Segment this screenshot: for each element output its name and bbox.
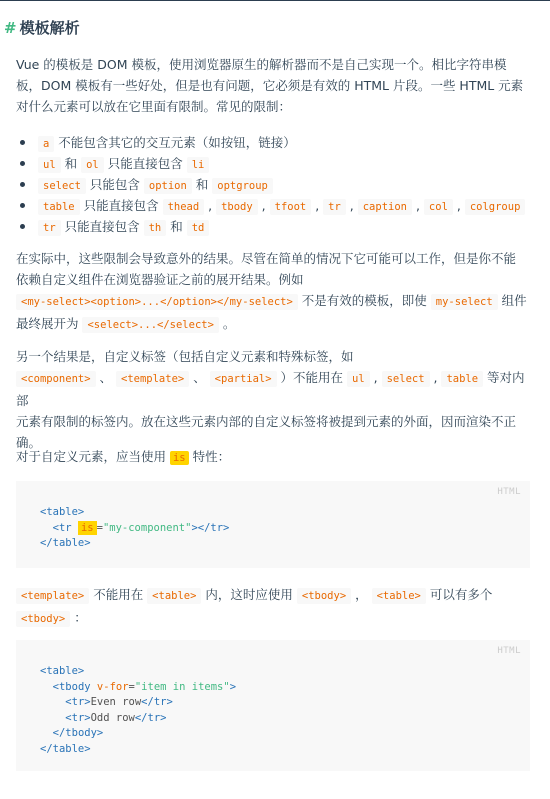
inline-code: tfoot: [270, 199, 312, 215]
code-content[interactable]: <table> <tr is ="my-component"></tr> </table>: [40, 506, 230, 549]
inline-code: col: [424, 199, 453, 215]
inline-code: table: [441, 371, 483, 387]
text-line: <component> 、 <template> 、 <partial> ）不能用在 ul , select , table 等对内部: [16, 370, 525, 408]
inline-code-highlighted: is: [170, 451, 189, 465]
code-block: [16, 481, 530, 568]
inline-code: <partial>: [210, 371, 277, 387]
inline-code: td: [187, 220, 210, 236]
inline-code: <table>: [372, 588, 426, 604]
inline-code: colgroup: [465, 199, 526, 215]
text-line: 另一个结果是，自定义标签（包括自定义元素和特殊标签，如: [16, 349, 354, 364]
heading-anchor[interactable]: #: [4, 19, 17, 37]
text-line: <my-select><option>...</option></my-select> 不是有效的模板，即使 my-select 组件: [16, 290, 527, 313]
inline-code: li: [187, 157, 210, 173]
paragraph-restrictions-result: [16, 248, 527, 336]
inline-code: tbody: [216, 199, 258, 215]
item-text: 只能直接包含: [103, 156, 187, 171]
text-line: 依赖自定义组件在浏览器验证之前的展开结果。例如: [16, 272, 304, 287]
inline-code: <tbody>: [297, 588, 351, 604]
restriction-item: [16, 153, 525, 174]
paragraph-is-attribute: [16, 446, 230, 469]
text-line: 对于自定义元素，应当使用 is 特性：: [16, 449, 231, 464]
text-line: 元素有限制的标签内。放在这些元素内部的自定义标签将被提到元素的外面，因而渲染不正: [16, 414, 517, 429]
item-text: 不能包含其它的交互元素（如按钮，链接）: [54, 135, 296, 150]
item-text: ,: [204, 198, 217, 213]
item-text: 和: [191, 177, 213, 192]
item-text: 和: [60, 156, 82, 171]
inline-code: my-select: [431, 294, 498, 310]
item-text: ,: [345, 198, 358, 213]
item-text: 只能包含: [85, 177, 144, 192]
inline-code: ol: [81, 157, 104, 173]
inline-code: ul: [38, 157, 61, 173]
item-text: 只能直接包含: [60, 219, 144, 234]
inline-code: caption: [358, 199, 412, 215]
item-text: ,: [452, 198, 465, 213]
section-heading: [4, 17, 80, 38]
inline-code: <template>: [116, 371, 189, 387]
restriction-item: [16, 132, 525, 153]
inline-code: <template>: [16, 588, 89, 604]
item-text: 和: [166, 219, 187, 234]
intro-line: Vue 的模板是 DOM 模板，使用浏览器原生的解析器而不是自己实现一个。相比字符串模: [16, 57, 507, 72]
heading-title: 模板解析: [19, 19, 80, 37]
item-text: ,: [311, 198, 324, 213]
restriction-item: [16, 216, 525, 237]
restriction-item: [16, 174, 525, 195]
inline-code: <component>: [16, 371, 96, 387]
item-text: ,: [412, 198, 424, 213]
top-divider: [0, 0, 550, 1]
code-language-label: HTML: [497, 487, 521, 497]
inline-code: a: [38, 136, 54, 152]
intro-line: 板，DOM 模板有一些好处，但是也有问题，它必须是有效的 HTML 片段。一些 HTML 元素: [16, 78, 524, 93]
paragraph-custom-tags: [16, 346, 534, 453]
code-content[interactable]: <table> <tbody v-for="item in items"> <tr>Even row</tr> <tr>Odd row</tr> </tbody> </table>: [40, 665, 237, 755]
text-line: 在实际中，这些限制会导致意外的结果。尽管在简单的情况下它可能可以工作，但是你不能: [16, 251, 517, 266]
highlighted-attribute: is: [78, 521, 97, 535]
intro-line: 对什么元素可以放在它里面有限制。常见的限制：: [16, 99, 292, 114]
text-line: <template> 不能用在 <table> 内，这时应使用 <tbody> ， <table> 可以有多个: [16, 584, 492, 607]
inline-code: tr: [38, 220, 61, 236]
inline-code: option: [144, 178, 192, 194]
inline-code: <my-select><option>...</option></my-select>: [16, 294, 298, 310]
inline-code: tr: [323, 199, 346, 215]
restrictions-list: [16, 132, 525, 237]
text-line: 确。: [16, 435, 42, 450]
text-line: <tbody> ：: [16, 607, 492, 630]
inline-code: table: [38, 199, 80, 215]
code-language-label: HTML: [497, 646, 521, 656]
item-text: ,: [257, 198, 270, 213]
intro-paragraph: [16, 54, 523, 117]
inline-code: th: [144, 220, 167, 236]
code-block: [16, 640, 530, 771]
inline-code: <tbody>: [16, 611, 70, 627]
text-line: 最终展开为 <select>...</select> 。: [16, 316, 236, 331]
inline-code: select: [382, 371, 430, 387]
restriction-item: [16, 195, 525, 216]
inline-code: ul: [347, 371, 370, 387]
inline-code: select: [38, 178, 86, 194]
item-text: 只能直接包含: [79, 198, 163, 213]
inline-code: thead: [163, 199, 205, 215]
paragraph-template-tbody: [16, 584, 492, 630]
inline-code: optgroup: [212, 178, 273, 194]
inline-code: <table>: [147, 588, 201, 604]
inline-code: <select>...</select>: [82, 317, 218, 333]
